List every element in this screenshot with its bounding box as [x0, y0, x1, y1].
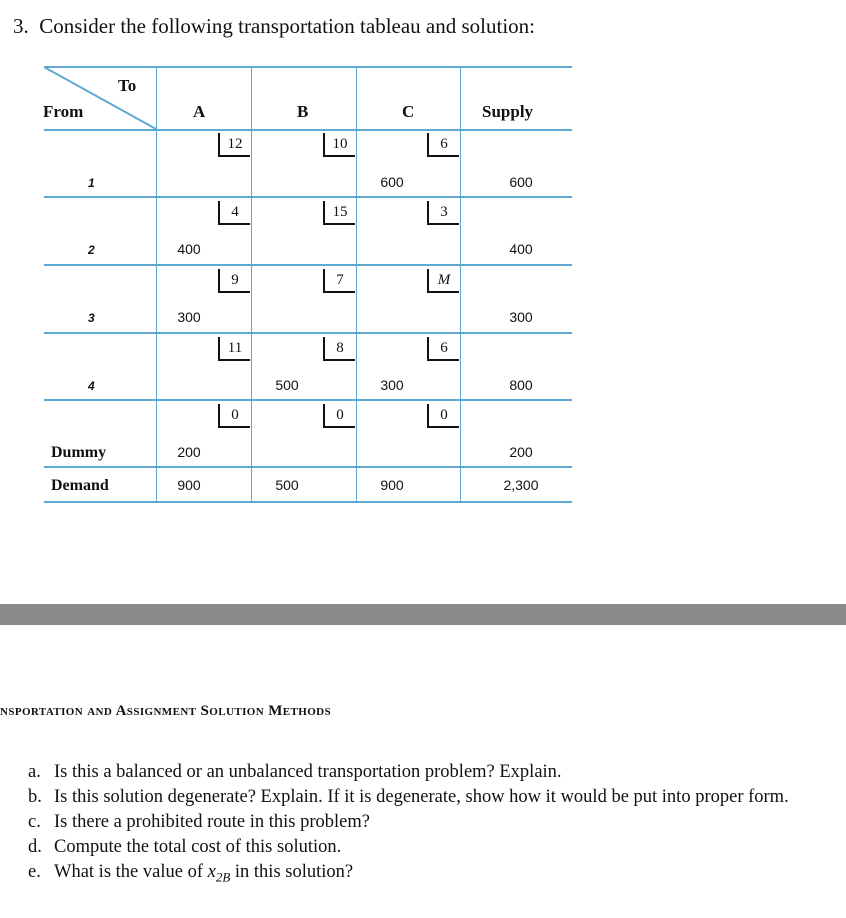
allocation-dummy-a: 200 — [177, 444, 201, 460]
table-rule — [44, 399, 572, 401]
demand-a: 900 — [177, 477, 201, 493]
cost-cell-3c: M — [427, 269, 459, 293]
allocation-1c: 600 — [380, 174, 404, 190]
sub-question-d — [28, 835, 828, 860]
supply-1: 600 — [509, 174, 533, 190]
allocation-4b: 500 — [275, 377, 299, 393]
allocation-2a: 400 — [177, 241, 201, 257]
total-supply-demand: 2,300 — [503, 477, 539, 493]
page-divider — [0, 604, 846, 625]
sub-question-letter: a. — [28, 762, 41, 782]
demand-label: Demand — [51, 477, 109, 494]
question-text: Consider the following transportation tableau and solution: — [39, 14, 535, 38]
sub-question-text: Is there a prohibited route in this problem? — [54, 812, 370, 832]
cost-cell-1c: 6 — [427, 133, 459, 157]
supply-2: 400 — [509, 241, 533, 257]
cost-cell-dummy-b: 0 — [323, 404, 355, 428]
column-header-b: B — [297, 102, 309, 121]
row-label-3: 3 — [88, 311, 95, 325]
question-title — [13, 14, 535, 39]
sub-question-e — [28, 860, 828, 890]
question-number: 3. — [13, 14, 29, 38]
table-rule — [44, 332, 572, 334]
sub-question-text-end: in this solution? — [230, 862, 354, 882]
table-column-rule — [356, 66, 357, 503]
row-label-dummy: Dummy — [51, 444, 107, 461]
table-column-rule — [251, 66, 252, 503]
sub-question-a — [28, 760, 828, 785]
allocation-3a: 300 — [177, 309, 201, 325]
supply-header: Supply — [482, 102, 534, 121]
table-rule — [44, 466, 572, 468]
sub-question-text: Is this a balanced or an unbalanced transportation problem? Explain. — [54, 762, 562, 782]
cost-cell-4a: 11 — [218, 337, 250, 361]
sub-question-text: Compute the total cost of this solution. — [54, 837, 342, 857]
sub-question-letter: c. — [28, 812, 41, 832]
chapter-heading: nsportation and Assignment Solution Methods — [0, 703, 332, 719]
table-rule — [44, 129, 572, 131]
supply-4: 800 — [509, 377, 533, 393]
corner-from-label: From — [43, 102, 84, 121]
sub-question-letter: b. — [28, 787, 42, 807]
supply-dummy: 200 — [509, 444, 533, 460]
allocation-4c: 300 — [380, 377, 404, 393]
cost-cell-2c: 3 — [427, 201, 459, 225]
cost-cell-1a: 12 — [218, 133, 250, 157]
variable-subscript: 2B — [215, 869, 231, 885]
sub-question-text: Is this solution degenerate? Explain. If it is degenerate, show how it would be put into proper form. — [54, 787, 789, 807]
cost-cell-4b: 8 — [323, 337, 355, 361]
row-label-1: 1 — [88, 176, 95, 190]
cost-cell-4c: 6 — [427, 337, 459, 361]
table-rule — [44, 264, 572, 266]
cost-cell-3b: 7 — [323, 269, 355, 293]
demand-c: 900 — [380, 477, 404, 493]
column-header-a: A — [193, 102, 206, 121]
sub-question-text: What is the value of — [54, 862, 208, 882]
table-rule — [44, 196, 572, 198]
table-column-rule — [156, 66, 157, 503]
demand-b: 500 — [275, 477, 299, 493]
row-label-4: 4 — [88, 379, 95, 393]
cost-cell-2b: 15 — [323, 201, 355, 225]
table-column-rule — [460, 66, 461, 503]
sub-question-letter: e. — [28, 862, 41, 882]
column-header-c: C — [402, 102, 415, 121]
table-rule — [44, 501, 572, 503]
supply-3: 300 — [509, 309, 533, 325]
sub-question-c — [28, 810, 828, 835]
corner-to-label: To — [118, 76, 137, 95]
cost-cell-3a: 9 — [218, 269, 250, 293]
sub-question-b — [28, 785, 828, 810]
cost-cell-dummy-a: 0 — [218, 404, 250, 428]
cost-cell-1b: 10 — [323, 133, 355, 157]
cost-cell-dummy-c: 0 — [427, 404, 459, 428]
row-label-2: 2 — [88, 243, 95, 257]
cost-cell-2a: 4 — [218, 201, 250, 225]
variable-symbol: x — [207, 862, 216, 882]
sub-question-letter: d. — [28, 837, 42, 857]
sub-question-list — [28, 760, 828, 890]
